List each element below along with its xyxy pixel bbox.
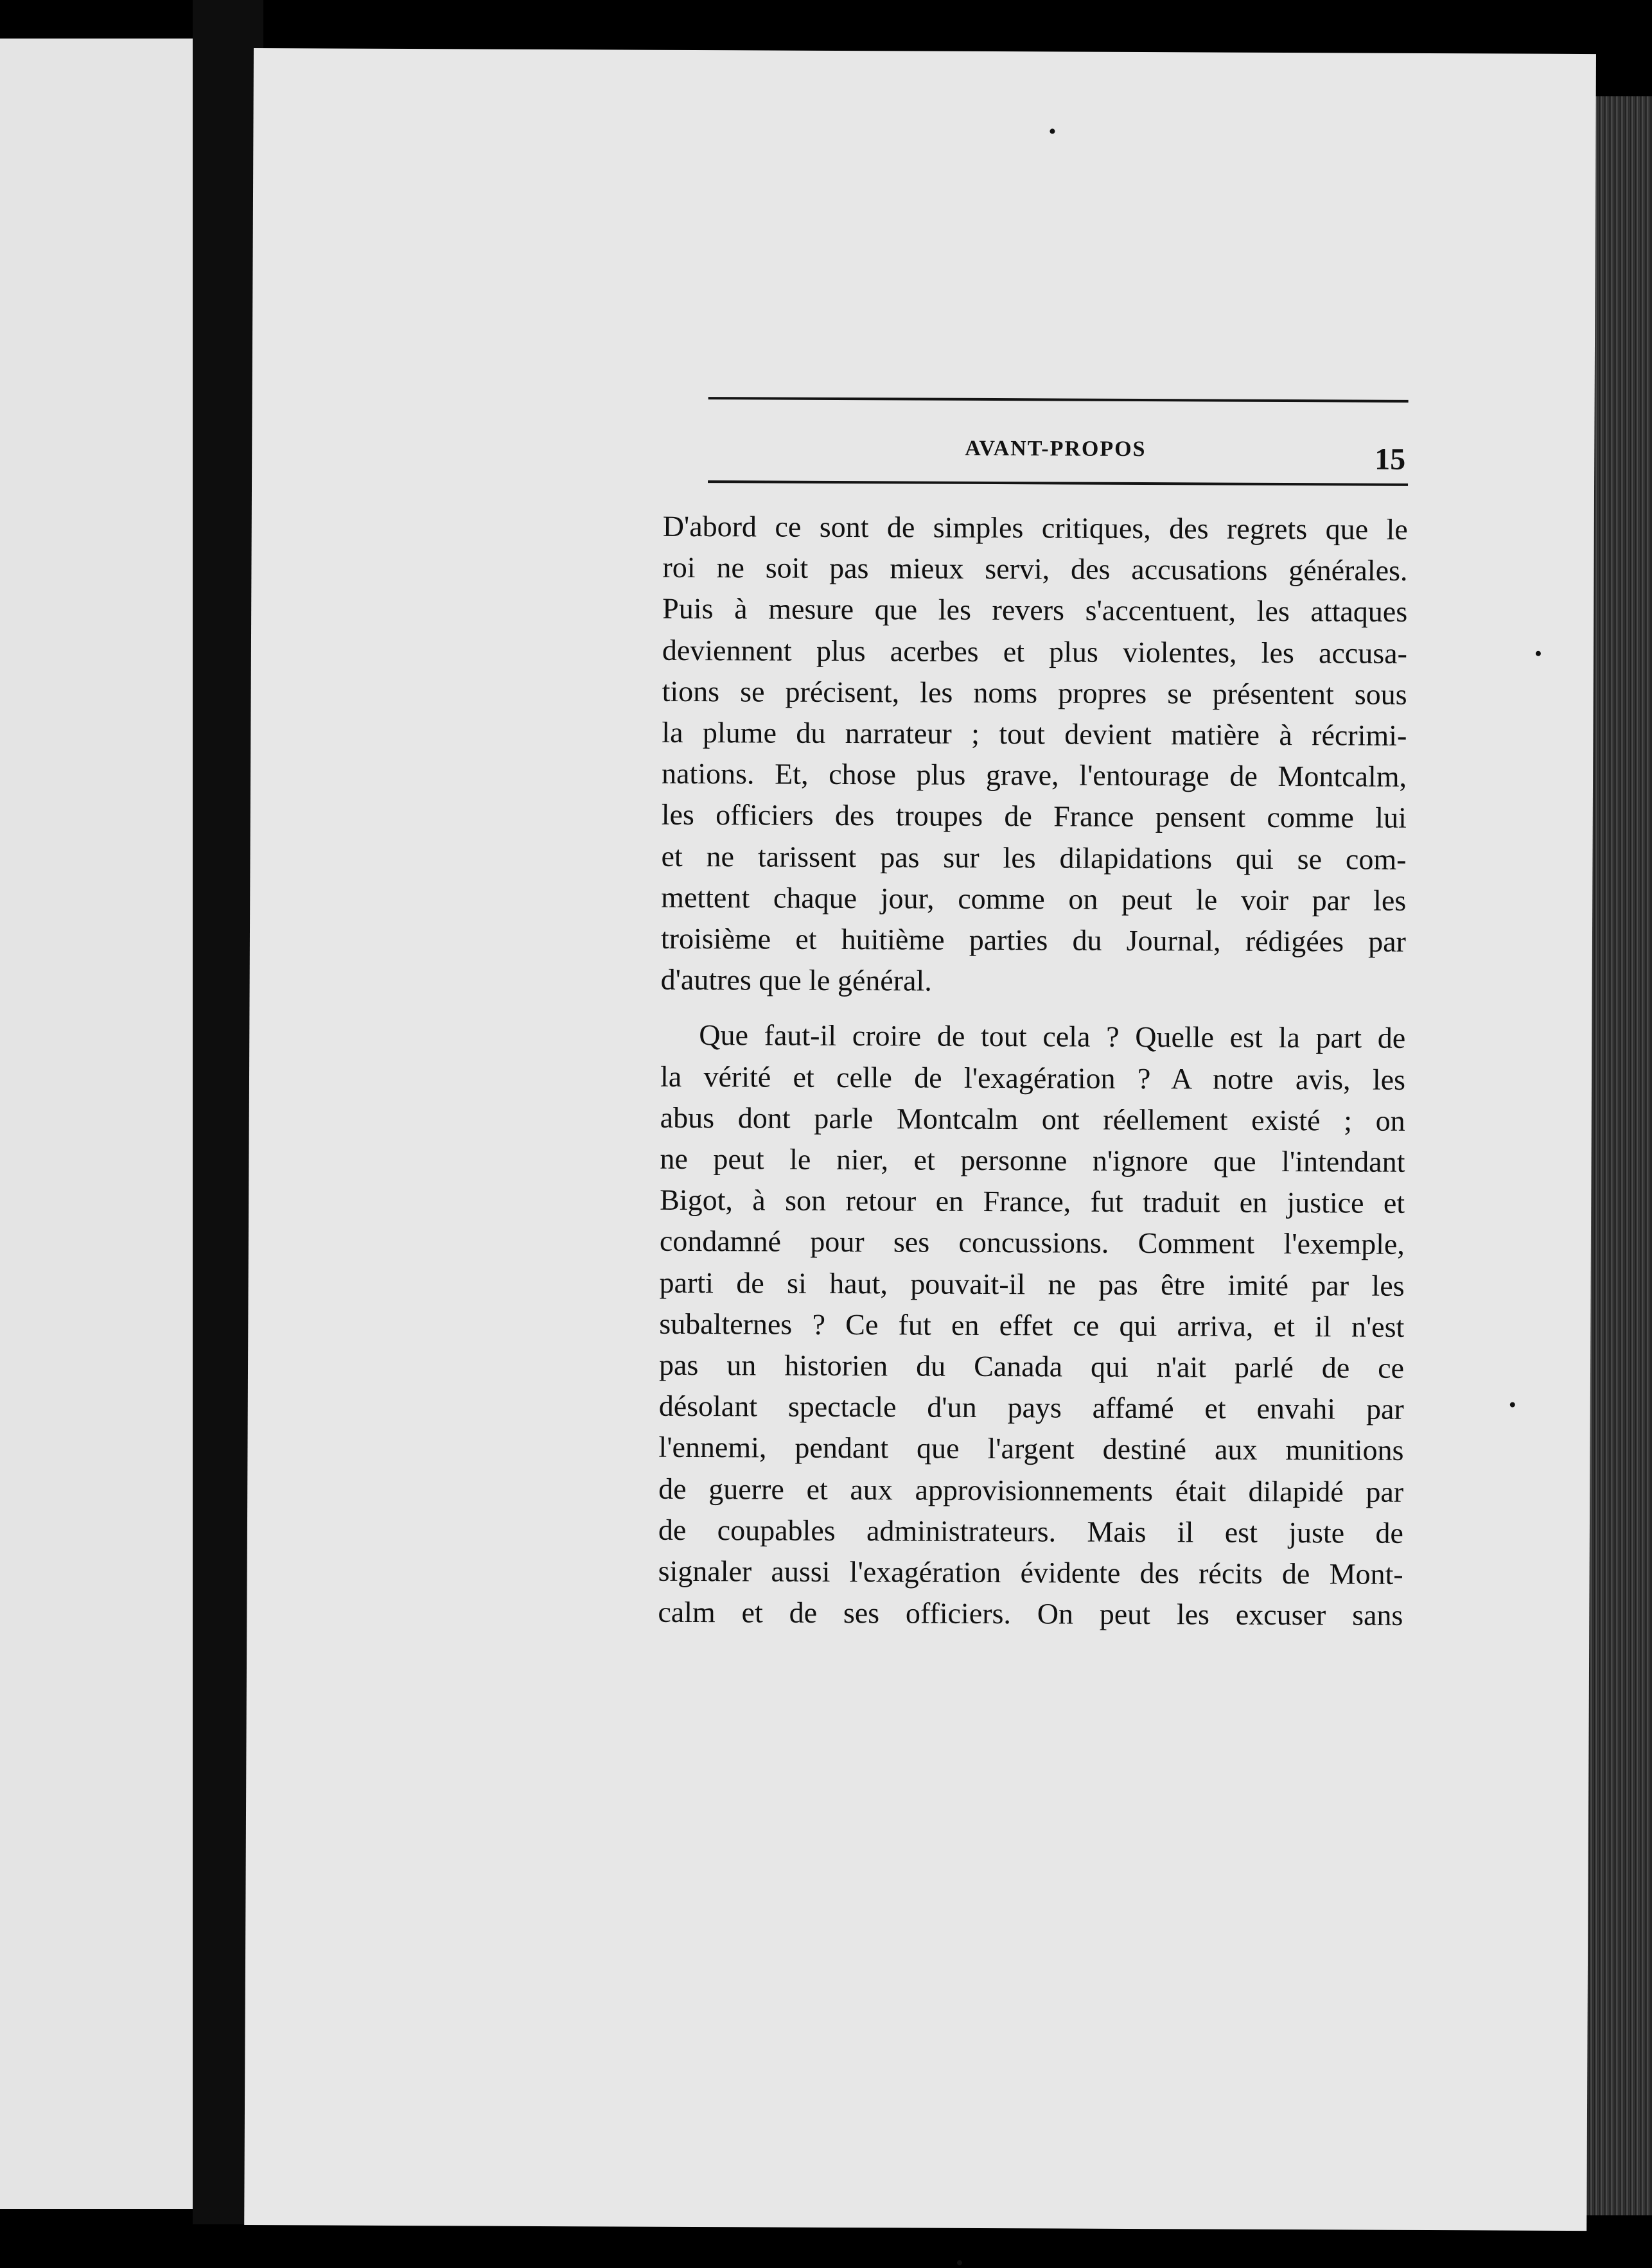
text-line: l'ennemi, pendant que l'argent destiné aux munitions xyxy=(658,1431,1404,1467)
text-line: condamné pour ses concussions. Comment l'exemple, xyxy=(659,1225,1405,1261)
running-head: AVANT-PROPOS xyxy=(965,436,1147,462)
page-number: 15 xyxy=(1375,442,1406,476)
text-line: Que faut-il croire de tout cela ? Quelle est la part de xyxy=(699,1018,1406,1055)
text-line: de coupables administrateurs. Mais il est juste de xyxy=(658,1513,1404,1549)
text-line: abus dont parle Montcalm ont réellement existé ; on xyxy=(660,1101,1405,1137)
text-line: tions se précisent, les noms propres se présentent sous xyxy=(662,674,1407,711)
text-line: la plume du narrateur ; tout devient matière à récrimi- xyxy=(662,715,1407,752)
text-line: Puis à mesure que les revers s'accentuent, les attaques xyxy=(662,592,1408,629)
text-line: ne peut le nier, et personne n'ignore que l'intendant xyxy=(660,1142,1405,1178)
text-line: désolant spectacle d'un pays affamé et envahi par xyxy=(658,1390,1404,1426)
text-line: de guerre et aux approvisionnements était dilapidé par xyxy=(658,1472,1404,1508)
text-line: d'autres que le général. xyxy=(660,963,932,997)
text-line: signaler aussi l'exagération évidente des récits de Mont- xyxy=(658,1554,1403,1591)
body-text xyxy=(658,506,1408,1637)
text-line: troisième et huitième parties du Journal, rédigées par xyxy=(660,921,1407,958)
text-line: deviennent plus acerbes et plus violentes, les accusa- xyxy=(662,633,1408,670)
ink-speck xyxy=(1536,651,1541,656)
ink-speck xyxy=(1510,1402,1515,1408)
text-line: pas un historien du Canada qui n'ait parlé de ce xyxy=(658,1348,1405,1384)
header-rule-bottom xyxy=(708,480,1408,486)
text-line: roi ne soit pas mieux servi, des accusations générales. xyxy=(662,550,1408,588)
ink-speck xyxy=(1050,128,1055,134)
text-line: parti de si haut, pouvait-il ne pas être imité par les xyxy=(659,1266,1405,1302)
text-line: la vérité et celle de l'exagération ? A notre avis, les xyxy=(660,1060,1406,1096)
text-line: subalternes ? Ce fut en effet ce qui arriva, et il n'est xyxy=(659,1307,1405,1343)
text-line: calm et de ses officiers. On peut les excuser sans xyxy=(658,1596,1403,1632)
ink-speck xyxy=(957,2260,962,2265)
previous-page-edge xyxy=(0,39,193,2209)
text-line: les officiers des troupes de France pensent comme lui xyxy=(661,798,1407,835)
paragraph-1 xyxy=(661,506,1408,1004)
text-line: nations. Et, chose plus grave, l'entourage de Montcalm, xyxy=(661,757,1407,794)
text-line: D'abord ce sont de simples critiques, des regrets que le xyxy=(662,509,1408,546)
header-rule-top xyxy=(708,397,1409,403)
text-line: mettent chaque jour, comme on peut le voir par les xyxy=(661,880,1407,917)
book-page xyxy=(244,48,1596,2231)
text-line: et ne tarissent pas sur les dilapidations qui se com- xyxy=(661,839,1407,876)
paragraph-2 xyxy=(658,1015,1405,1636)
text-line: Bigot, à son retour en France, fut traduit en justice et xyxy=(660,1183,1405,1220)
